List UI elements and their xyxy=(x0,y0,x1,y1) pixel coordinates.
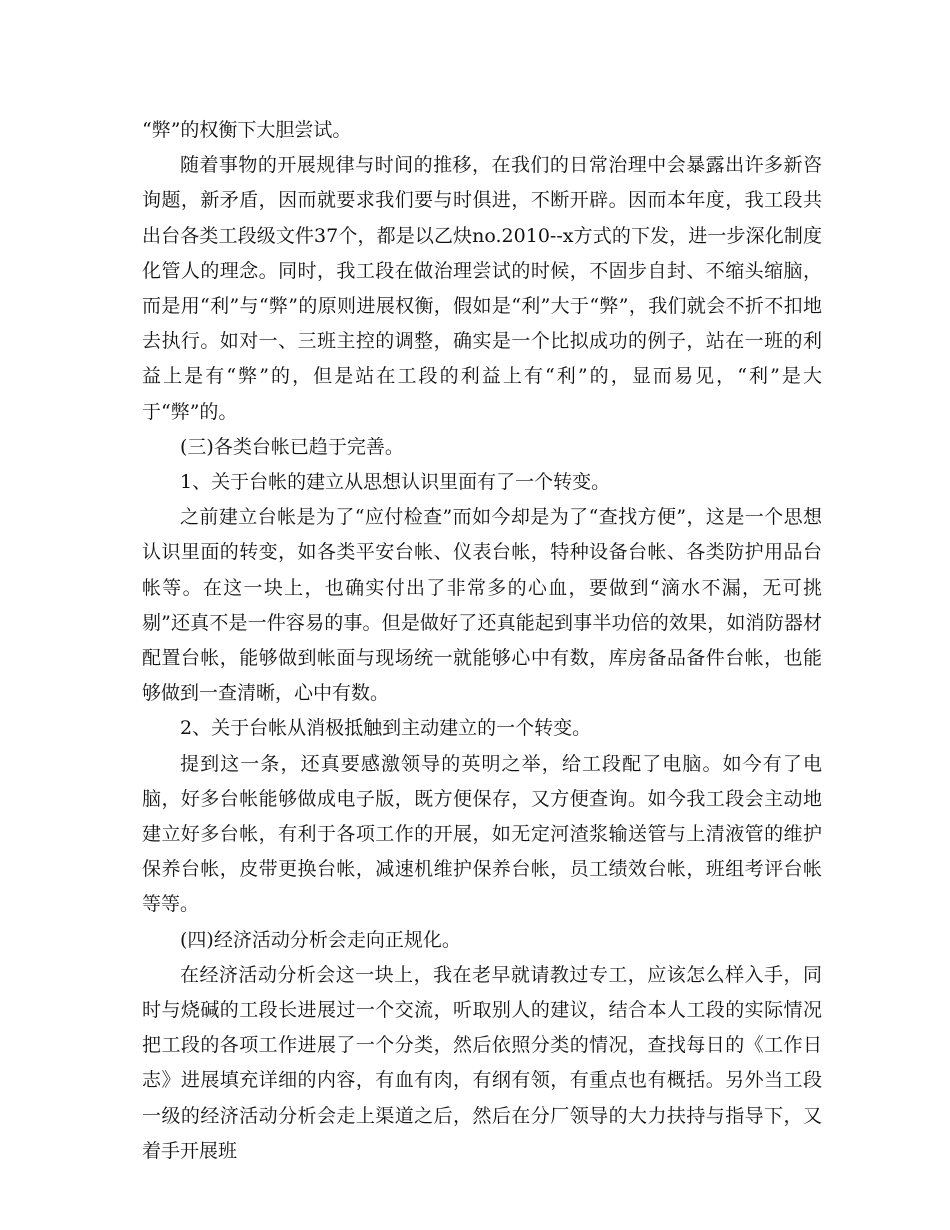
document-body xyxy=(142,113,822,1169)
paragraph-ledger-mindset: 之前建立台帐是为了“应付检查”而如今却是为了“查找方便”，这是一个思想认识里面的转变，如各类平安台帐、仪表台帐，特种设备台帐、各类防护用品台帐等。在这一块上，也确实付出了非常多的心血，要做到“滴水不漏，无可挑剔”还真不是一件容易的事。但是做好了还真能起到事半功倍的效果，如消防器材配置台帐，能够做到帐面与现场统一就能够心中有数，库房备品备件台帐，也能够做到一查清晰，心中有数。 xyxy=(142,506,822,705)
subheading-ledger-initiative: 2、关于台帐从消极抵触到主动建立的一个转变。 xyxy=(180,717,592,740)
paragraph-policy-documents: 随着事物的开展规律与时间的推移，在我们的日常治理中会暴露出许多新咨询题，新矛盾，因而就要求我们要与时俱进，不断开辟。因而本年度，我工段共出台各类工段级文件37个，都是以乙炔no.2010--x方式的下发，进一步深化制度化管人的理念。同时，我工段在做治理尝试的时候，不固步自封、不缩头缩脑，而是用“利”与“弊”的原则进展权衡，假如是“利”大于“弊”，我们就会不折不扣地去执行。如对一、三班主控的调整，确实是一个比拟成功的例子，站在一班的利益上是有“弊”的，但是站在工段的利益上有“利”的，显而易见，“利”是大于“弊”的。 xyxy=(142,154,822,423)
paragraph-economic-analysis: 在经济活动分析会这一块上，我在老早就请教过专工，应该怎么样入手，同时与烧碱的工段长进展过一个交流，听取别人的建议，结合本人工段的实际情况把工段的各项工作进展了一个分类，然后依照分类的情况，查找每日的《工作日志》进展填充详细的内容，有血有肉，有纲有领，有重点也有概括。另外当工段一级的经济活动分析会走上渠道之后，然后在分厂领导的大力扶持与指导下，又着手开展班 xyxy=(142,963,822,1162)
section-heading-economic-analysis: (四)经济活动分析会走向正规化。 xyxy=(180,928,461,951)
paragraph-ledger-initiative: 提到这一条，还真要感激领导的英明之举，给工段配了电脑。如今有了电脑，好多台帐能够做成电子版，既方便保存，又方便查询。如今我工段会主动地建立好多台帐，有利于各项工作的开展，如无定河渣浆输送管与上清液管的维护保养台帐，皮带更换台帐，减速机维护保养台帐，员工绩效台帐，班组考评台帐等等。 xyxy=(142,752,822,916)
section-heading-ledgers: (三)各类台帐已趋于完善。 xyxy=(180,435,404,458)
paragraph-continuation: “弊”的权衡下大胆尝试。 xyxy=(142,119,352,141)
subheading-ledger-mindset: 1、关于台帐的建立从思想认识里面有了一个转变。 xyxy=(180,471,611,494)
